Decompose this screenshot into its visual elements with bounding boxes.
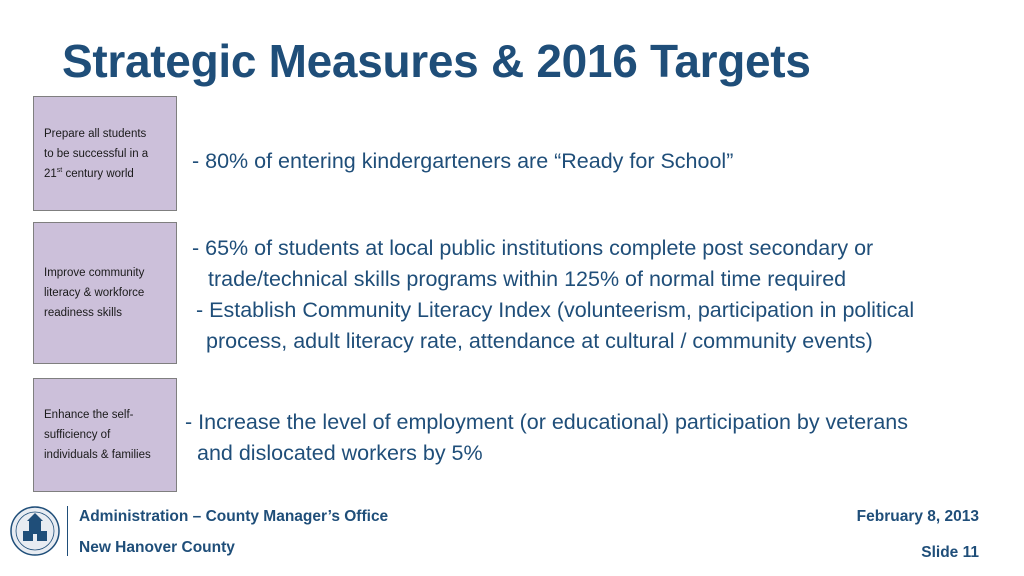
goal-box-self-sufficiency (33, 378, 177, 492)
measure-employment-cont: and dislocated workers by 5% (197, 441, 483, 465)
goal-line: Prepare all students (44, 127, 147, 140)
slide-number: Slide 11 (921, 544, 979, 561)
measure-literacy-index-cont: process, adult literacy rate, attendance at cultural / community events) (206, 329, 873, 353)
goal-box-students (33, 96, 177, 211)
footer-department: Administration – County Manager’s Office (79, 508, 389, 525)
slide-title: Strategic Measures & 2016 Targets (62, 35, 811, 87)
goal-line: to be successful in a (44, 147, 149, 160)
measure-kindergarten: - 80% of entering kindergarteners are “Ready for School” (192, 149, 734, 173)
ordinal-suffix: st (56, 166, 63, 174)
county-seal-icon (9, 501, 61, 561)
measure-employment: - Increase the level of employment (or educational) participation by veterans (185, 410, 909, 434)
goal-line: Enhance the self- (44, 409, 134, 421)
goal-label-students (44, 124, 148, 184)
measure-post-secondary-cont: trade/technical skills programs within 125% of normal time required (208, 267, 847, 291)
goal-box-literacy (33, 222, 177, 364)
goal-line: century world (62, 167, 134, 180)
footer-county: New Hanover County (79, 539, 235, 556)
goal-line: Improve community (44, 267, 145, 279)
measure-literacy-index: - Establish Community Literacy Index (volunteerism, participation in political (196, 298, 915, 322)
goal-label-self-sufficiency (44, 405, 151, 465)
goal-line: individuals & families (44, 449, 151, 461)
goal-line: readiness skills (44, 307, 122, 319)
footer-divider (67, 506, 68, 556)
goal-label-literacy (44, 263, 144, 323)
footer-date: February 8, 2013 (856, 508, 979, 525)
measure-post-secondary: - 65% of students at local public institutions complete post secondary or (192, 236, 874, 260)
goal-line: literacy & workforce (44, 287, 145, 299)
goal-line: sufficiency of (44, 429, 111, 441)
goal-line: 21 (44, 167, 57, 180)
